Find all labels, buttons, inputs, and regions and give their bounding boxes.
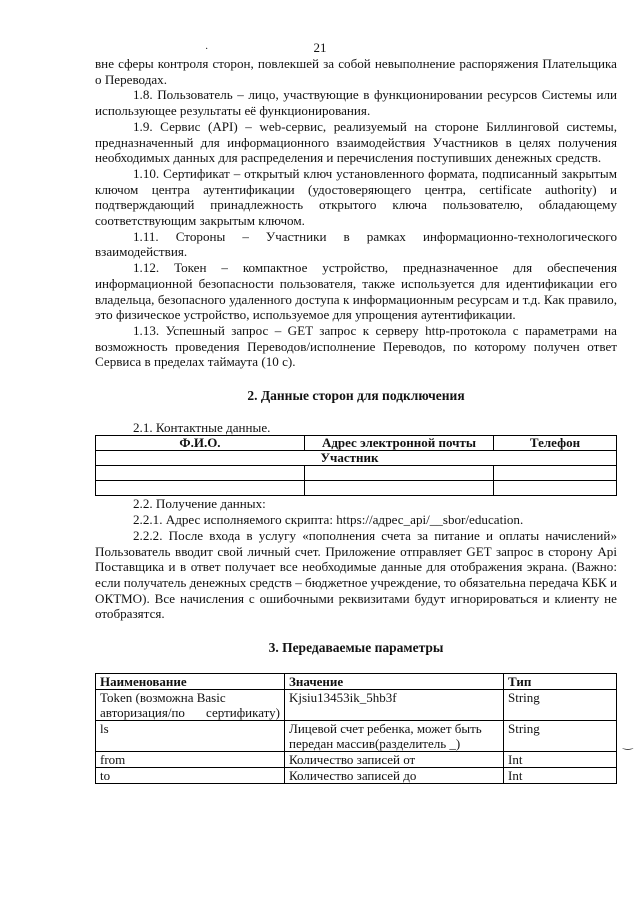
definition-1-12: 1.12. Токен – компактное устройство, предназначенное для обеспечения информационной безопасности пользователя, также используется для идентификации его владельца, безопасного удаленного доступа к информационным ресурсам и т.д. Как правило, это физическое устройство, используемое для упрощения аутентификации. — [95, 260, 617, 323]
login-description: 2.2.2. После входа в услугу «пополнения счета за питание и оплаты начислений» Пользователь вводит свой личный счет. Приложение отправляет GET запрос в сторону Api Поставщика и в ответ получает все необходимые данные для отображения экрана. (Важно: если получатель денежных средств – бюджетное учреждение, то обязательна передача КБК и ОКТМО). Все начисления с ошибочными реквизитами будут игнорироваться и клиенту не отобразятся. — [95, 527, 618, 622]
paragraph-continuation: вне сферы контроля сторон, повлекшей за собой невыполнение распоряжения Плательщика о Переводах. — [95, 56, 617, 87]
margin-mark: ‿ — [623, 736, 633, 750]
scan-speck: · — [205, 44, 209, 55]
param-type: String — [504, 689, 617, 720]
definition-1-8: 1.8. Пользователь – лицо, участвующие в функционировании ресурсов Системы или использующее результаты её функционирования. — [95, 87, 617, 119]
section-3-heading: 3. Передаваемые параметры — [268, 640, 444, 656]
header-name: Наименование — [96, 673, 285, 689]
table-group-row — [96, 451, 617, 466]
param-type: Int — [504, 767, 617, 783]
script-address: 2.2.1. Адрес исполняемого скрипта: https://адрес_api/__sbor/education. — [133, 512, 524, 528]
header-fio: Ф.И.О. — [96, 436, 305, 451]
params-table — [95, 673, 617, 784]
table-row — [96, 689, 617, 720]
param-name: ls — [96, 720, 285, 751]
table-row — [96, 767, 617, 783]
param-value: Количество записей от — [285, 751, 504, 767]
group-participant: Участник — [305, 451, 494, 466]
table-row — [96, 720, 617, 751]
definition-1-10: 1.10. Сертификат – открытый ключ установленного формата, подписанный закрытым ключом центра аутентификации (удостоверяющего центра, certificate authority) и подтверждающий принадлежность открытого ключа пользователю, обладающему соответствующим закрытым ключом. — [95, 165, 617, 229]
page-number: 21 — [313, 40, 327, 55]
param-type: Int — [504, 751, 617, 767]
contacts-label: 2.1. Контактные данные. — [133, 419, 271, 435]
table-header-row — [96, 436, 617, 451]
table-header-row — [96, 673, 617, 689]
table-row — [96, 481, 617, 496]
param-value: Лицевой счет ребенка, может быть передан массив(разделитель _) — [285, 720, 504, 751]
header-type: Тип — [504, 673, 617, 689]
param-name: Token (возможна Basic авторизация/по сертификату) — [96, 689, 285, 720]
contacts-table — [95, 435, 617, 496]
param-name: to — [96, 767, 285, 783]
header-phone: Телефон — [494, 436, 617, 451]
receive-label: 2.2. Получение данных: — [133, 496, 266, 512]
section-2-heading: 2. Данные сторон для подключения — [247, 388, 465, 404]
definition-1-13: 1.13. Успешный запрос – GET запрос к серверу http-протокола с параметрами на возможность проведения Переводов/исполнение Переводов, по которому получен ответ Сервиса в пределах таймаута (10 с). — [95, 322, 617, 370]
table-row — [96, 466, 617, 481]
param-type: String — [504, 720, 617, 751]
table-row — [96, 751, 617, 767]
header-email: Адрес электронной почты — [305, 436, 494, 451]
document-body — [95, 56, 617, 784]
param-name: from — [96, 751, 285, 767]
definition-1-9: 1.9. Сервис (API) – web-сервис, реализуемый на стороне Биллинговой системы, предназначенный для информационного взаимодействия Участников в целях получения необходимых данных для распределения и перечисления поступивших денежных средств. — [95, 118, 617, 166]
param-value: Kjsiu13453ik_5hb3f — [285, 689, 504, 720]
header-value: Значение — [285, 673, 504, 689]
param-value: Количество записей до — [285, 767, 504, 783]
definition-1-11: 1.11. Стороны – Участники в рамках информационно-технологического взаимодействия. — [95, 228, 617, 260]
